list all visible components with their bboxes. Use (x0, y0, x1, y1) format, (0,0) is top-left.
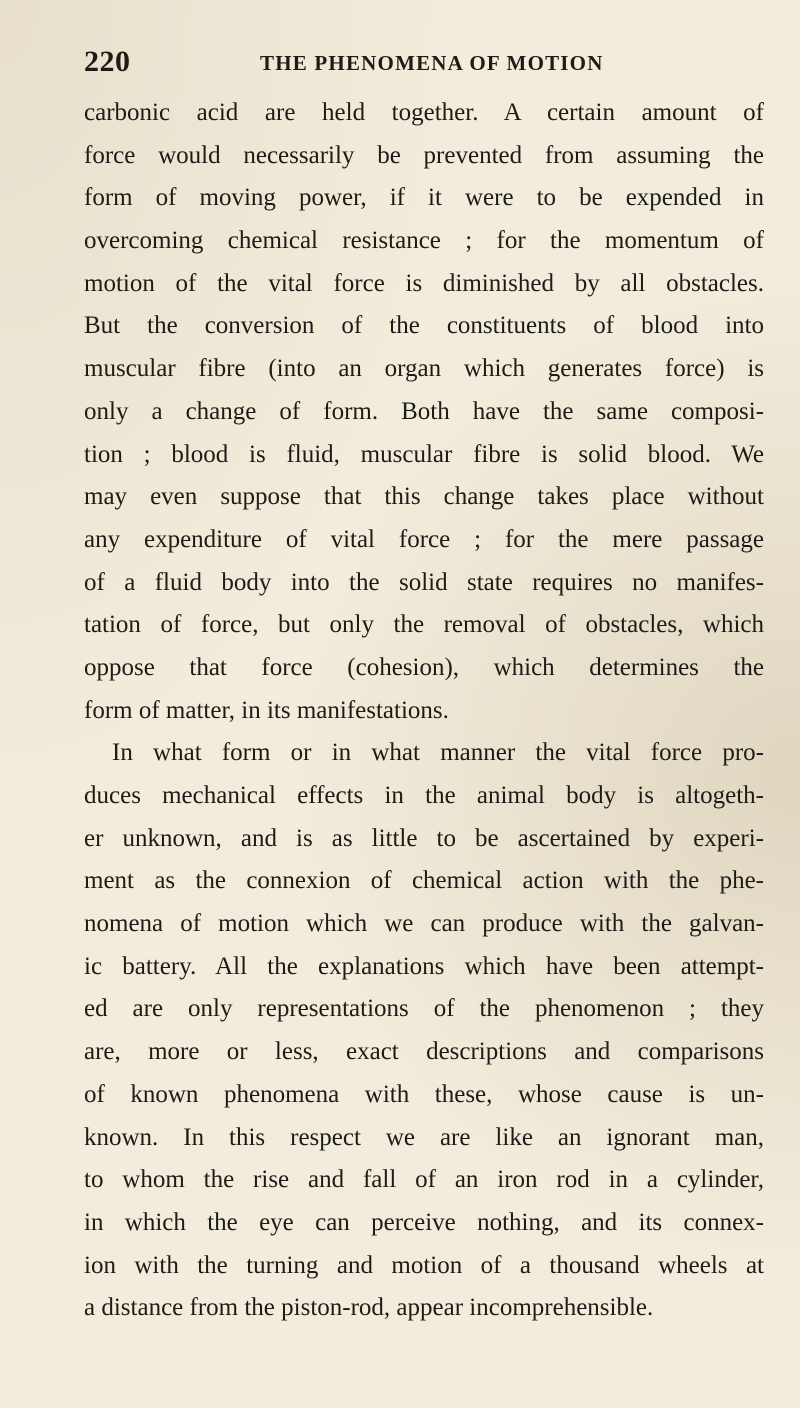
page-number: 220 (84, 45, 131, 78)
text-line: oppose that force (cohesion), which determines the (84, 653, 764, 681)
page-header (84, 44, 764, 80)
text-line: tion ; blood is fluid, muscular fibre is solid blood. We (84, 440, 764, 468)
text-line: carbonic acid are held together. A certain amount of (84, 99, 764, 126)
text-line: form of matter, in its manifestations. (84, 696, 449, 724)
text-line: force would necessarily be prevented from assuming the (84, 141, 764, 169)
text-line: of a fluid body into the solid state requires no manifes- (84, 568, 764, 596)
text-line: ment as the connexion of chemical action with the phe- (84, 867, 764, 895)
text-line: any expenditure of vital force ; for the mere passage (84, 525, 764, 553)
text-line: nomena of motion which we can produce with the galvan- (84, 910, 764, 938)
running-title: THE PHENOMENA OF MOTION (260, 51, 604, 75)
text-line: known. In this respect we are like an ignorant man, (84, 1123, 764, 1151)
text-line: But the conversion of the constituents of blood into (84, 312, 764, 340)
text-line: motion of the vital force is diminished by all obstacles. (84, 269, 764, 297)
text-line: are, more or less, exact descriptions and comparisons (84, 1038, 764, 1066)
text-line: to whom the rise and fall of an iron rod in a cylinder, (84, 1166, 764, 1194)
text-line: of known phenomena with these, whose cause is un- (84, 1080, 764, 1108)
text-line: a distance from the piston-rod, appear incomprehensible. (84, 1294, 654, 1322)
text-line: er unknown, and is as little to be ascertained by experi- (84, 824, 764, 852)
text-line: tation of force, but only the removal of obstacles, which (84, 611, 764, 639)
text-line: only a change of form. Both have the same composi- (84, 397, 764, 425)
body-text (84, 92, 764, 1330)
text-line: muscular fibre (into an organ which generates force) is (84, 355, 764, 383)
text-line: ion with the turning and motion of a thousand wheels at (84, 1251, 764, 1279)
text-line: duces mechanical effects in the animal body is altogeth- (84, 782, 764, 809)
text-line: ed are only representations of the phenomenon ; they (84, 995, 764, 1023)
text-line: may even suppose that this change takes place without (84, 483, 764, 511)
text-line: In what form or in what manner the vital force pro- (112, 739, 764, 767)
text-line: overcoming chemical resistance ; for the momentum of (84, 227, 764, 255)
text-line: in which the eye can perceive nothing, and its connex- (84, 1208, 764, 1236)
text-line: ic battery. All the explanations which have been attempt- (84, 952, 764, 980)
text-line: form of moving power, if it were to be expended in (84, 184, 764, 212)
